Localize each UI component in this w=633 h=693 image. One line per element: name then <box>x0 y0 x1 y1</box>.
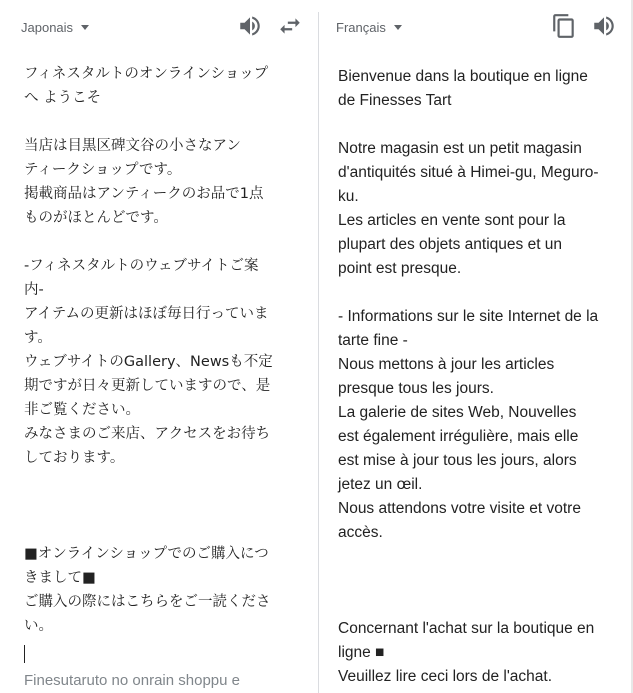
source-romanization: Finesutaruto no onrain shoppu e <box>24 672 240 689</box>
target-speak-button[interactable] <box>591 13 617 39</box>
target-pane <box>319 0 633 693</box>
volume-icon <box>237 13 263 39</box>
target-language-label: Français <box>336 19 386 35</box>
target-paragraph <box>338 569 618 593</box>
swap-languages-button[interactable] <box>277 13 303 39</box>
source-paragraph <box>24 230 304 254</box>
target-paragraph: - Informations sur le site Internet de la tarte fine - Nous mettons à jour les articles presque tous les jours. La galerie de sites Web, Nouvelles est également irrégulière, mais elle est mise à jour tous les jours, alors jetez un œil. Nous attendons votre visite et votre accès. <box>338 308 599 541</box>
target-paragraph <box>338 593 618 617</box>
target-paragraph <box>338 545 618 569</box>
target-paragraph: Notre magasin est un petit magasin d'antiquités situé à Himei-gu, Meguro- ku. Les articles en vente sont pour la plupart des objets antiques et un point est presque. <box>338 140 599 277</box>
chevron-down-icon <box>81 25 89 30</box>
chevron-down-icon <box>394 25 402 30</box>
source-paragraph: -フィネスタルトのウェブサイトご案 内- アイテムの更新はほぼ毎日行っていま す。 ウェブサイトのGallery、Newsも不定 期ですが日々更新していますので、是 非ご覧ください。 みなさまのご来店、アクセスをお待ち しております。 <box>24 258 273 466</box>
target-paragraph: Bienvenue dans la boutique en ligne de Finesses Tart <box>338 68 588 109</box>
source-language-selector[interactable] <box>21 17 89 37</box>
target-paragraph <box>338 113 618 137</box>
source-paragraph <box>24 470 304 494</box>
swap-arrows-icon <box>277 13 303 39</box>
target-language-selector[interactable] <box>336 17 402 37</box>
source-paragraph <box>24 110 304 134</box>
translation-text <box>338 65 618 689</box>
source-paragraph: フィネスタルトのオンラインショップ へ ようこそ <box>24 66 269 106</box>
volume-icon <box>591 13 617 39</box>
target-paragraph <box>338 281 618 305</box>
copy-icon <box>551 13 577 39</box>
source-speak-button[interactable] <box>237 13 263 39</box>
source-paragraph: ■オンラインショップでのご購入につ きまして■ ご購入の際にはこちらをご一読くださ い。 <box>24 546 271 634</box>
copy-translation-button[interactable] <box>551 13 577 39</box>
source-paragraph: 当店は目黒区碑文谷の小さなアン ティークショップです。 掲載商品はアンティークのお品で1点 ものがほとんどです。 <box>24 138 264 226</box>
source-language-label: Japonais <box>21 19 74 35</box>
source-paragraph <box>24 494 304 518</box>
source-paragraph <box>24 518 304 542</box>
source-text-area[interactable] <box>24 62 304 638</box>
target-paragraph: Concernant l'achat sur la boutique en ligne ■ Veuillez lire ceci lors de l'achat. <box>338 620 595 685</box>
text-cursor <box>24 645 25 663</box>
